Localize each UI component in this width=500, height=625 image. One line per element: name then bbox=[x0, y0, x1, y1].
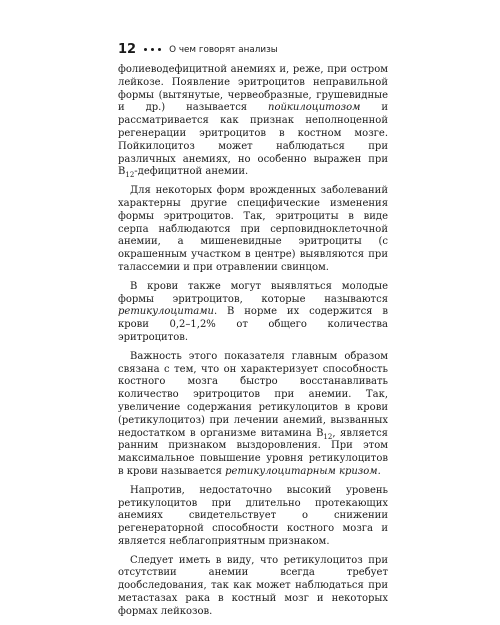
separator-dots-icon bbox=[144, 48, 161, 51]
paragraph-low-level: Напротив, недостаточно высокий уровень ретикулоцитов при длительно протекающих анемиях свидетельствует о снижении регенераторной способности костного мозга и является неблагоприятным признаком. bbox=[118, 484, 388, 547]
term-reticulocyte-crisis: ретикулоцитарным кризом bbox=[225, 465, 378, 477]
page-header bbox=[118, 42, 278, 57]
running-title: О чем говорят анализы bbox=[169, 44, 278, 55]
paragraph-importance: Важность этого показателя главным образом связана с тем, что он характеризует способность костного мозга быстро восстанавливать количество эритроцитов при анемии. Так, увеличение содержания ретикулоцитов в крови (ретикулоцитоз) при лечении анемий, вызванных недостатком в организме витамина $B_{12}$, является ранним признаком выздоровления. При этом максимальное повышение уровня ретикулоцитов в крови называется ретикулоцитарным кризом. bbox=[118, 350, 388, 477]
page-number: 12 bbox=[118, 42, 137, 57]
term-reticulocytes: ретикулоцитами bbox=[118, 306, 214, 318]
body-text bbox=[118, 64, 388, 625]
paragraph-warning: Следует иметь в виду, что ретикулоцитоз при отсутствии анемии всегда требует дообследования, так как может наблюдаться при метастазах рака в костный мозг и некоторых формах лейкозов. bbox=[118, 554, 388, 617]
paragraph-reticulocytes: В крови также могут выявляться молодые формы эритроцитов, которые называются ретикулоцитами. В норме их содержится в крови 0,2–1,2% от общего количества эритроцитов. bbox=[118, 280, 388, 343]
paragraph-congenital-forms: Для некоторых форм врожденных заболеваний характерны другие специфические изменения формы эритроцитов. Так, эритроциты в виде серпа наблюдаются при серповидноклеточной анемии, а мишеневидные эритроциты (с окрашенным участком в центре) выявляются при талассемии и при отравлении свинцом. bbox=[118, 185, 388, 273]
paragraph-poikilocytosis: фолиеводефицитной анемиях и, реже, при остром лейкозе. Появление эритроцитов неправильной формы (вытянутые, червеобразные, грушевидные и др.) называется пойкилоцитозом и рассматривается как признак неполноценной регенерации эритроцитов в костном мозге. Пойкилоцитоз может наблюдаться при различных анемиях, но особенно выражен при $B_{12}$-дефицитной анемии. bbox=[118, 64, 388, 180]
term-poikilocytosis: пойкилоцитозом bbox=[268, 102, 361, 114]
